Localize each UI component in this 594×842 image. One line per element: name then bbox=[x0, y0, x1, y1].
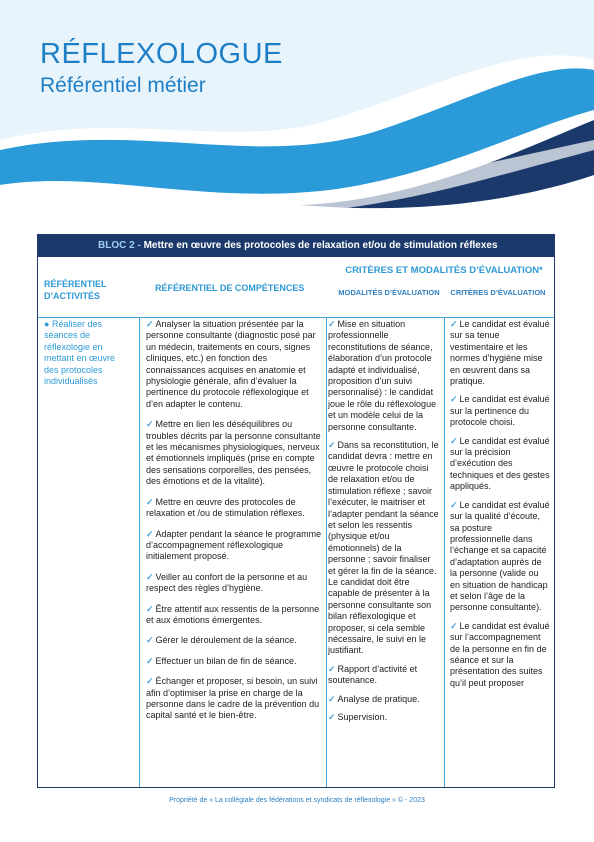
competences-column bbox=[146, 319, 324, 731]
page-subtitle: Référentiel métier bbox=[40, 74, 206, 97]
column-divider bbox=[326, 317, 327, 787]
modalite-text: Mise en situation professionnelle reconstitutions de séance, élaboration d’un protocole adapté et individualisé, proposition d’un suivi personnalisé) : le candidat joue le rôle du réflexologue et un modèle celui de la personne consultante. bbox=[328, 319, 437, 432]
critere-text: Le candidat est évalué sur sa tenue vestimentaire et les normes d’hygiène mise en œuvrent dans sa pratique. bbox=[450, 319, 550, 387]
check-icon: ✓ bbox=[328, 693, 336, 704]
modalite-text: Supervision. bbox=[337, 712, 388, 722]
check-icon: ✓ bbox=[146, 676, 154, 687]
competence-text: Mettre en lien les déséquilibres ou troubles décrits par la personne consultante et les mécanismes physiologiques, nerveux et émotionnels impliqués (prise en compte des sensations corporelles, des pensées, des émotions et de la vitalité). bbox=[146, 419, 321, 487]
page-footer: Propriété de « La collégiale des fédérations et syndicats de réflexologie » © - 2023 bbox=[169, 797, 425, 804]
check-icon: ✓ bbox=[146, 319, 154, 329]
check-icon: ✓ bbox=[450, 394, 458, 405]
column-divider bbox=[444, 317, 445, 787]
modalite-item bbox=[328, 712, 440, 723]
critere-item bbox=[450, 500, 550, 614]
modalite-item bbox=[328, 664, 440, 687]
header-activites: RÉFÉRENTIEL D’ACTIVITÉS bbox=[44, 279, 107, 301]
header-criteres-modalites: CRITÈRES ET MODALITÉS D’ÉVALUATION* bbox=[345, 265, 543, 276]
competence-text: Analyser la situation présentée par la personne consultante (diagnostic posé par un médecin, traitements en cours, signes cliniques, etc.) en fonction des connaissances acquises en anatomie et physiologie générale, afin d’évaluer la pertinence du protocole réflexologique et d’en adapter le contenu. bbox=[146, 319, 316, 409]
activite-text: Réaliser des séances de réflexologie en mettant en œuvre des protocoles individualisés bbox=[44, 319, 116, 387]
check-icon: ✓ bbox=[450, 620, 458, 631]
modalite-item bbox=[328, 440, 440, 657]
competence-item bbox=[146, 604, 324, 627]
check-icon: ✓ bbox=[146, 603, 154, 614]
column-divider bbox=[139, 317, 140, 787]
competency-table bbox=[37, 234, 555, 788]
competence-item bbox=[146, 676, 324, 722]
bloc-code: BLOC 2 - bbox=[98, 240, 141, 251]
check-icon: ✓ bbox=[328, 319, 336, 329]
critere-item bbox=[450, 394, 550, 428]
check-icon: ✓ bbox=[146, 571, 154, 582]
activite-item bbox=[44, 319, 116, 387]
competence-text: Gérer le déroulement de la séance. bbox=[155, 635, 297, 646]
critere-item bbox=[450, 319, 550, 387]
critere-text: Le candidat est évalué sur la qualité d’écoute, sa posture professionnelle dans l’échange et sa capacité d’adaptation auprès de la personne (valide ou en situation de handicap et selon l’âge de la personne consultante). bbox=[450, 499, 550, 613]
bullet-icon: ● bbox=[44, 319, 50, 329]
bloc-title: Mettre en œuvre des protocoles de relaxation et/ou de stimulation réflexes bbox=[143, 240, 498, 251]
criteres-column bbox=[450, 319, 550, 696]
critere-item bbox=[450, 621, 550, 689]
check-icon: ✓ bbox=[146, 635, 154, 646]
modalites-column bbox=[328, 319, 440, 730]
column-headers bbox=[38, 257, 554, 318]
competence-text: Échanger et proposer, si besoin, un suivi afin d’optimiser la prise en charge de la personne dans le cadre de la prévention du capital santé et le bien-être. bbox=[146, 676, 320, 721]
competence-item bbox=[146, 529, 324, 563]
competence-item bbox=[146, 319, 324, 410]
competence-text: Veiller au confort de la personne et au respect des règles d’hygiène. bbox=[146, 571, 308, 594]
activites-column bbox=[44, 319, 116, 396]
modalite-text: Analyse de pratique. bbox=[337, 693, 420, 704]
competence-item bbox=[146, 572, 324, 595]
check-icon: ✓ bbox=[328, 712, 336, 722]
competence-text: Effectuer un bilan de fin de séance. bbox=[155, 655, 297, 666]
critere-text: Le candidat est évalué sur la pertinence du protocole choisi. bbox=[450, 394, 550, 428]
competence-item bbox=[146, 419, 324, 487]
competence-text: Être attentif aux ressentis de la personne et aux émotions émergentes. bbox=[146, 603, 320, 625]
check-icon: ✓ bbox=[146, 496, 154, 507]
check-icon: ✓ bbox=[146, 655, 154, 666]
check-icon: ✓ bbox=[328, 663, 336, 674]
check-icon: ✓ bbox=[450, 435, 458, 446]
check-icon: ✓ bbox=[450, 319, 458, 329]
competence-text: Adapter pendant la séance le programme d’accompagnement réflexologique initialement proposé. bbox=[146, 528, 322, 562]
header-competences: RÉFÉRENTIEL DE COMPÉTENCES bbox=[155, 283, 305, 293]
critere-text: Le candidat est évalué sur l’accompagnement de la personne en fin de séance et sur la présentation des suites qu’il peut proposer bbox=[450, 620, 550, 688]
check-icon: ✓ bbox=[450, 499, 458, 510]
competence-item bbox=[146, 635, 324, 646]
modalite-text: Rapport d’activité et soutenance. bbox=[328, 663, 418, 686]
check-icon: ✓ bbox=[328, 440, 336, 451]
header-criteres: CRITÈRES D’ÉVALUATION bbox=[450, 288, 546, 297]
competence-text: Mettre en œuvre des protocoles de relaxation et /ou de stimulation réflexes. bbox=[146, 496, 305, 519]
header-modalites: MODALITÉS D’ÉVALUATION bbox=[338, 288, 440, 297]
bloc-header bbox=[38, 235, 554, 257]
check-icon: ✓ bbox=[146, 419, 154, 430]
header-waves bbox=[0, 0, 594, 240]
critere-item bbox=[450, 436, 550, 493]
modalite-text: Dans sa reconstitution, le candidat devra : mettre en œuvre le protocole choisi de relaxation et/ou de stimulation réflexe ; savoir l’exécuter, le maitriser et l’adapter pendant la séance et selon les ressentis (physique et/ou émotionnels) de la personne ; savoir finaliser et gérer la fin de la séance. Le candidat doit être capable de présenter à la personne consultante son bilan réflexologique et proposer, si cela semble nécessaire, le suivi en le justifiant. bbox=[328, 440, 439, 656]
modalite-item bbox=[328, 319, 440, 433]
check-icon: ✓ bbox=[146, 528, 154, 539]
competence-item bbox=[146, 497, 324, 520]
modalite-item bbox=[328, 694, 440, 705]
critere-text: Le candidat est évalué sur la précision d’exécution des techniques et des gestes appliqués. bbox=[450, 435, 550, 492]
competence-item bbox=[146, 656, 324, 667]
page-title: RÉFLEXOLOGUE bbox=[40, 38, 283, 70]
